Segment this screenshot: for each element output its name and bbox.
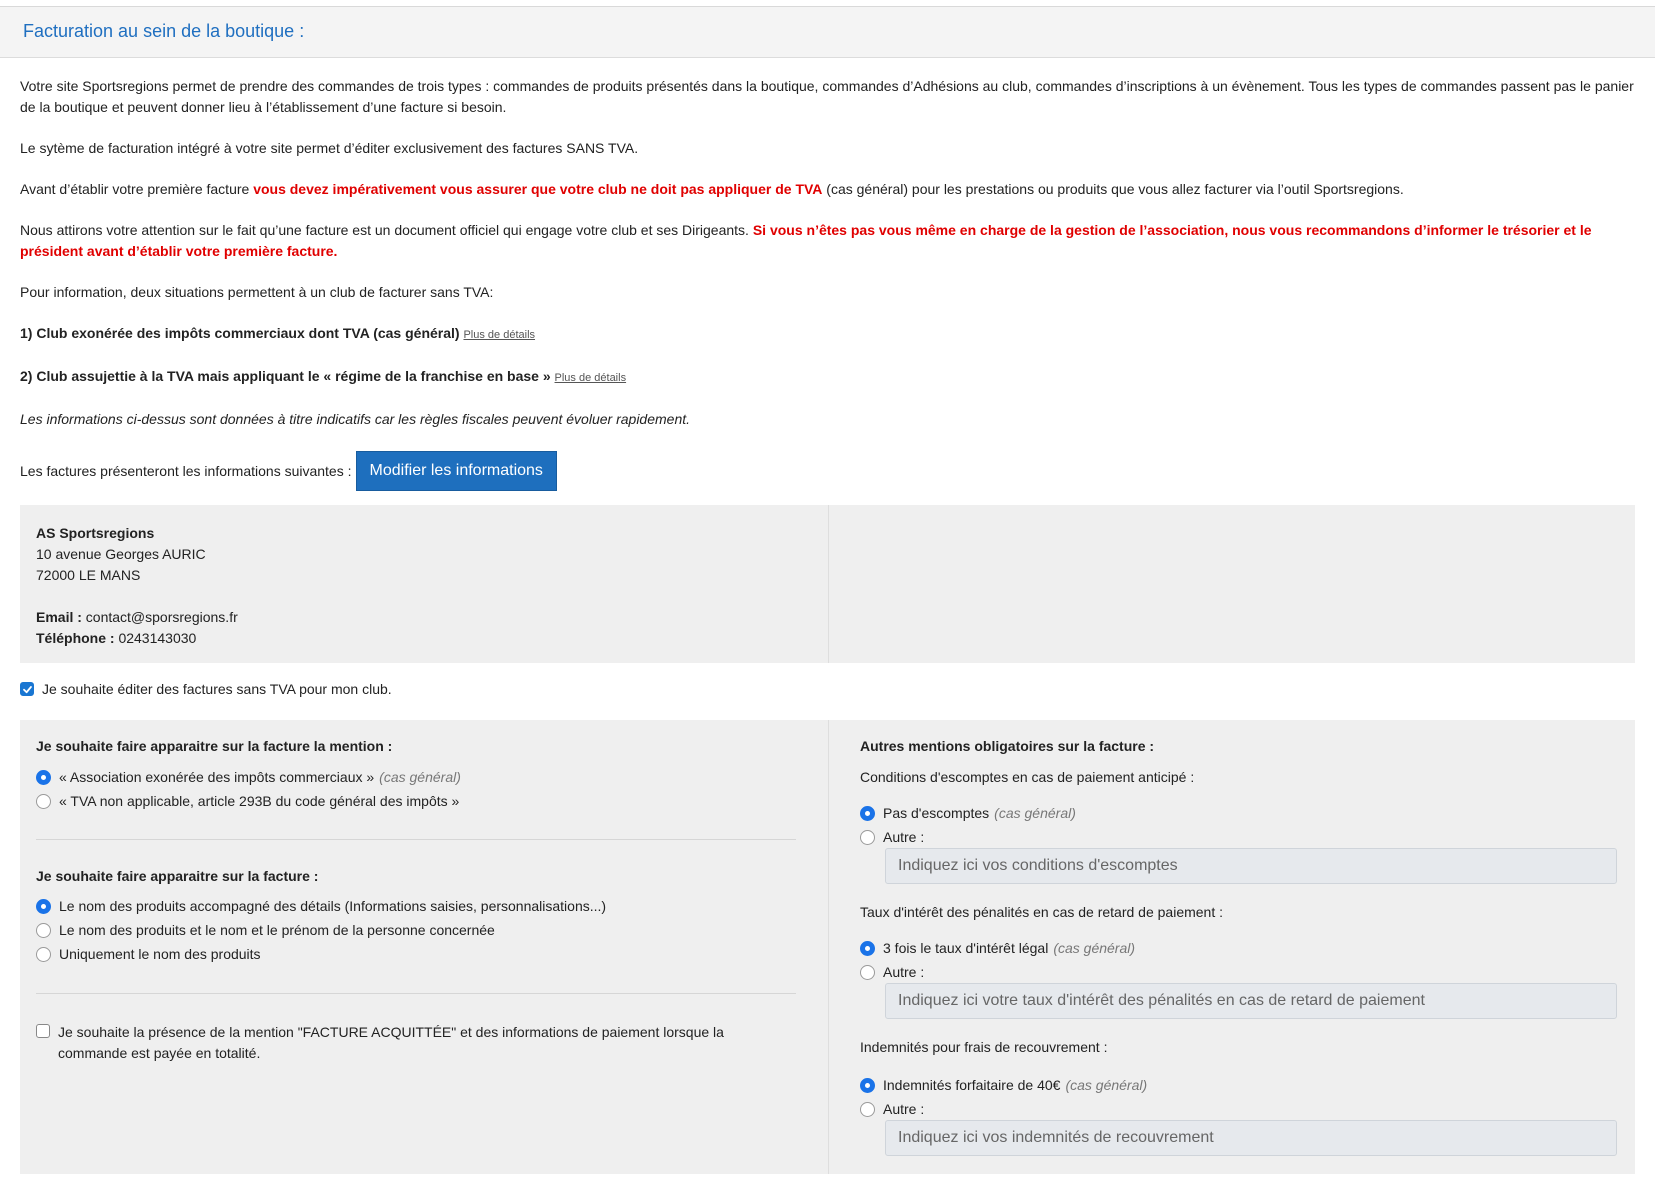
acquittee-checkbox[interactable]	[36, 1024, 50, 1038]
invoice-info-row	[20, 452, 557, 490]
details-link-1[interactable]: Plus de détails	[463, 329, 536, 341]
interet-option-2[interactable]	[860, 964, 924, 980]
indemnites-radio-2[interactable]	[860, 1102, 875, 1117]
acquittee-label: Je souhaite la présence de la mention "FACTURE ACQUITTÉE" et des informations de paiement lorsque la commande est payée en totalité.	[58, 1024, 724, 1061]
details-link-2[interactable]: Plus de détails	[554, 372, 627, 384]
intro-text-segment: (cas général) pour les prestations ou produits que vous allez facturer via l’outil Sportsregions.	[822, 181, 1404, 197]
no-vat-checkbox[interactable]	[20, 682, 34, 696]
other-mentions-title: Autres mentions obligatoires sur la facture :	[860, 738, 1155, 754]
indemnites-option-2[interactable]	[860, 1101, 924, 1117]
intro-text-segment: Nous attirons votre attention sur le fait qu’une facture est un document officiel qui engage votre club et ses Dirigeants.	[20, 222, 753, 238]
address-panel	[20, 505, 1635, 663]
club-phone-row	[36, 628, 238, 649]
mention-title: Je souhaite faire apparaitre sur la facture la mention :	[36, 738, 393, 754]
products-option-3-label: Uniquement le nom des produits	[59, 946, 261, 962]
acquittee-row	[36, 1022, 736, 1064]
indemnites-label: Indemnités pour frais de recouvrement :	[860, 1039, 1108, 1055]
mention-option-2[interactable]	[36, 793, 459, 809]
mention-radio-1[interactable]	[36, 770, 51, 785]
panel-divider	[828, 505, 829, 663]
indemnites-option-2-label: Autre :	[883, 1101, 925, 1117]
escompte-radio-1[interactable]	[860, 806, 875, 821]
escompte-input[interactable]: Indiquez ici vos conditions d'escomptes	[885, 848, 1617, 884]
interet-option-1-hint: (cas général)	[1053, 940, 1136, 956]
club-street: 10 avenue Georges AURIC	[36, 546, 206, 562]
treasurer-warning: Si vous n’êtes pas vous même en charge de la gestion de l’association, nous vous recommandons d’informer le trésorier et le président avant d’établir votre première facture.	[20, 222, 1592, 259]
club-city: 72000 LE MANS	[36, 567, 141, 583]
products-option-1-label: Le nom des produits accompagné des détails (Informations saisies, personnalisations...)	[59, 898, 607, 914]
situation-1-label: 1) Club exonérée des impôts commerciaux dont TVA (cas général)	[20, 325, 460, 341]
escompte-label: Conditions d'escomptes en cas de paiement anticipé :	[860, 769, 1195, 785]
options-panel	[20, 720, 1635, 1174]
no-vat-checkbox-row	[20, 681, 392, 697]
mention-radio-2[interactable]	[36, 794, 51, 809]
interet-option-1[interactable]	[860, 940, 1135, 956]
edit-info-button[interactable]: Modifier les informations	[356, 451, 557, 491]
products-option-3[interactable]	[36, 946, 261, 962]
products-radio-1[interactable]	[36, 899, 51, 914]
escompte-option-1-hint: (cas général)	[994, 805, 1076, 821]
escompte-option-2-label: Autre :	[883, 829, 925, 845]
indemnites-option-1[interactable]	[860, 1077, 1147, 1093]
disclaimer: Les informations ci-dessus sont données à titre indicatifs car les règles fiscales peuvent évoluer rapidement.	[20, 411, 691, 427]
intro-text-segment: Avant d’établir votre première facture	[20, 181, 254, 197]
email-label: Email :	[36, 609, 82, 625]
products-title: Je souhaite faire apparaitre sur la facture :	[36, 868, 319, 884]
intro-paragraph-2: Le sytème de facturation intégré à votre site permet d’éditer exclusivement des factures SANS TVA.	[20, 140, 639, 156]
club-name: AS Sportsregions	[36, 525, 155, 541]
situation-2	[20, 366, 1640, 389]
interet-radio-1[interactable]	[860, 941, 875, 956]
section-header	[0, 7, 1655, 58]
club-email-row	[36, 607, 238, 628]
situation-2-label: 2) Club assujettie à la TVA mais appliquant le « régime de la franchise en base »	[20, 368, 551, 384]
checkmark-icon	[22, 684, 33, 695]
intro-paragraph-4	[20, 220, 1640, 262]
interet-radio-2[interactable]	[860, 965, 875, 980]
mention-option-1[interactable]	[36, 769, 461, 785]
interet-option-1-label: 3 fois le taux d'intérêt légal	[883, 940, 1049, 956]
vat-warning: vous devez impérativement vous assurer que votre club ne doit pas appliquer de TVA	[253, 181, 823, 197]
escompte-option-1-label: Pas d'escomptes	[883, 805, 990, 821]
no-vat-checkbox-label: Je souhaite éditer des factures sans TVA pour mon club.	[42, 681, 392, 697]
address-block	[36, 523, 238, 649]
intro-text	[20, 76, 1640, 450]
escompte-option-1[interactable]	[860, 805, 1076, 821]
escompte-radio-2[interactable]	[860, 830, 875, 845]
indemnites-input[interactable]: Indiquez ici vos indemnités de recouvrement	[885, 1120, 1617, 1156]
section-title: Facturation au sein de la boutique :	[23, 21, 305, 41]
indemnites-option-1-label: Indemnités forfaitaire de 40€	[883, 1077, 1061, 1093]
indemnites-radio-1[interactable]	[860, 1078, 875, 1093]
indemnites-option-1-hint: (cas général)	[1065, 1077, 1148, 1093]
phone-value: 0243143030	[118, 630, 197, 646]
interet-input[interactable]: Indiquez ici votre taux d'intérêt des pénalités en cas de retard de paiement	[885, 983, 1617, 1019]
products-radio-2[interactable]	[36, 923, 51, 938]
mention-option-1-hint: (cas général)	[379, 769, 461, 785]
products-radio-3[interactable]	[36, 947, 51, 962]
interet-option-2-label: Autre :	[883, 964, 925, 980]
products-option-2[interactable]	[36, 922, 495, 938]
intro-paragraph-5: Pour information, deux situations permettent à un club de facturer sans TVA:	[20, 284, 494, 300]
mention-option-1-label: « Association exonérée des impôts commerciaux »	[59, 769, 375, 785]
mention-option-2-label: « TVA non applicable, article 293B du code général des impôts »	[59, 793, 460, 809]
email-value: contact@sporsregions.fr	[85, 609, 238, 625]
invoice-info-label: Les factures présenteront les informations suivantes :	[20, 463, 352, 479]
interet-label: Taux d'intérêt des pénalités en cas de retard de paiement :	[860, 904, 1224, 920]
escompte-option-2[interactable]	[860, 829, 924, 845]
left-separator-1	[36, 839, 796, 840]
products-option-1[interactable]	[36, 898, 606, 914]
products-option-2-label: Le nom des produits et le nom et le prénom de la personne concernée	[59, 922, 495, 938]
options-divider	[828, 720, 829, 1174]
phone-label: Téléphone :	[36, 630, 115, 646]
left-separator-2	[36, 993, 796, 994]
intro-paragraph-1: Votre site Sportsregions permet de prendre des commandes de trois types : commandes de produits présentés dans la boutique, commandes d’Adhésions au club, commandes d’inscriptions à un évènement. Tous les types de commandes passent pas le panier de la boutique et peuvent donner lieu à l’établissement d’une facture si besoin.	[20, 78, 1634, 115]
intro-paragraph-3	[20, 179, 1640, 200]
situation-1	[20, 323, 1640, 346]
